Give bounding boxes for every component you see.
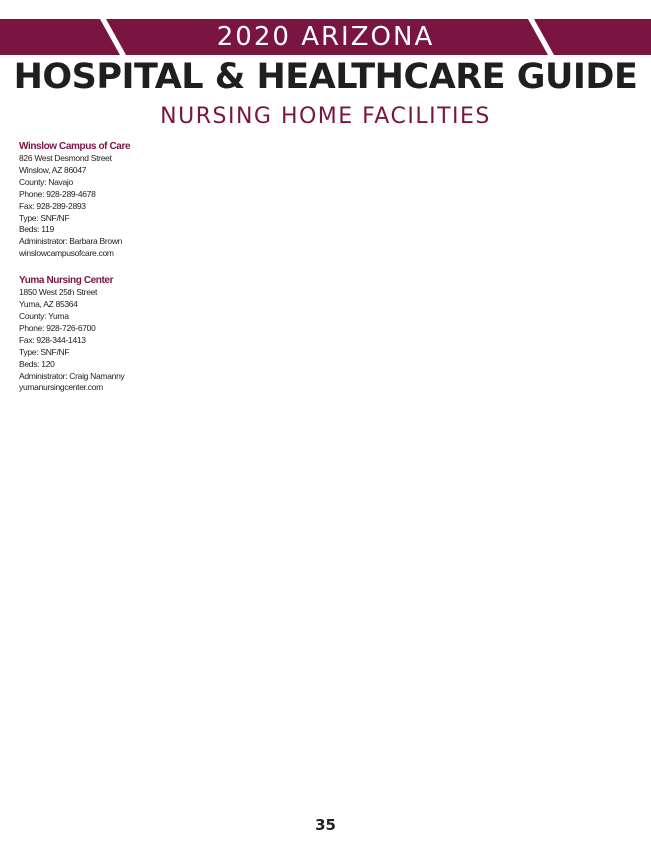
page-number: 35 [315,816,336,834]
facility-phone: Phone: 928-726-6700 [19,322,96,333]
facility-website: yumanursingcenter.com [19,382,103,393]
facility-type: Type: SNF/NF [19,346,70,357]
page-title: HOSPITAL & HEALTHCARE GUIDE [13,57,638,97]
facility-fax: Fax: 928-344-1413 [19,334,86,345]
facility-entry [19,140,219,260]
facility-beds: Beds: 119 [19,224,54,235]
facility-entry [19,274,219,394]
facility-name: Yuma Nursing Center [19,275,114,287]
facility-city: Winslow, AZ 86047 [19,164,87,175]
facility-administrator: Administrator: Craig Namanny [19,370,125,381]
header-banner [0,19,651,55]
facility-type: Type: SNF/NF [19,212,70,223]
banner-title: 2020 ARIZONA [216,22,435,52]
facility-fax: Fax: 928-289-2893 [19,200,86,211]
facility-address: 826 West Desmond Street [19,153,112,163]
facility-county: County: Navajo [19,176,73,187]
facility-phone: Phone: 928-289-4678 [19,188,96,199]
facility-administrator: Administrator: Barbara Brown [19,236,123,247]
facility-listings [19,140,219,408]
facility-city: Yuma, AZ 85364 [19,299,78,310]
facility-website: winslowcampusofcare.com [19,248,114,259]
section-title: NURSING HOME FACILITIES [160,104,491,129]
facility-beds: Beds: 120 [19,358,55,369]
facility-county: County: Yuma [19,310,69,321]
facility-name: Winslow Campus of Care [19,141,131,152]
facility-address: 1850 West 25th Street [19,287,98,298]
